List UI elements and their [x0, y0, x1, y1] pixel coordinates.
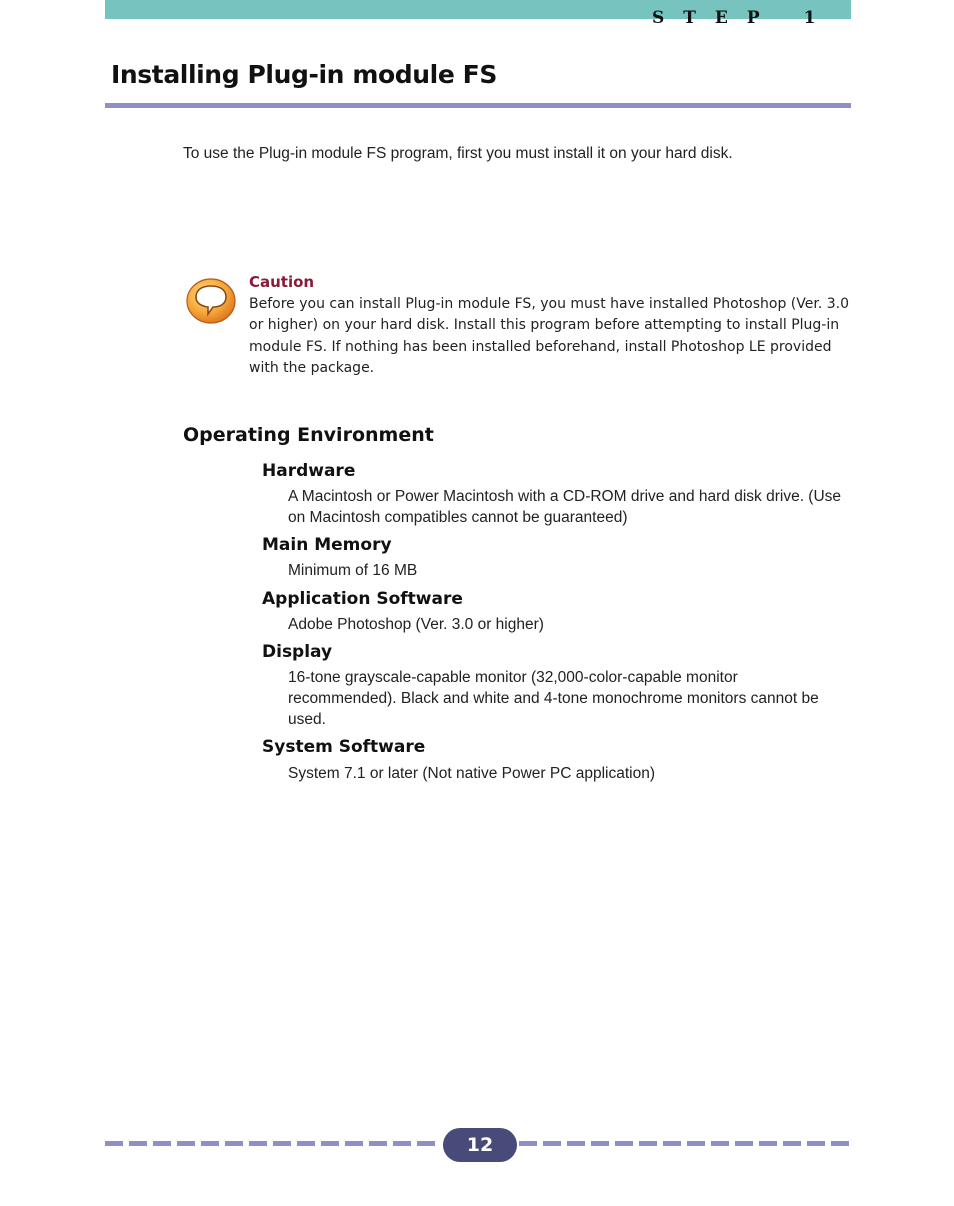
step-label: STEP 1 — [652, 8, 835, 28]
application-software-heading: Application Software — [262, 589, 463, 609]
application-software-text: Adobe Photoshop (Ver. 3.0 or higher) — [288, 616, 544, 633]
display-text: 16-tone grayscale-capable monitor (32,000-color-capable monitor recommended). Black and white and 4-tone monochrome monitors cannot be used. — [288, 669, 819, 728]
main-memory-heading: Main Memory — [262, 535, 392, 555]
hardware-text: A Macintosh or Power Macintosh with a CD-ROM drive and hard disk drive. (Use on Macintosh compatibles cannot be guaranteed) — [288, 488, 842, 526]
operating-environment-heading: Operating Environment — [183, 424, 434, 446]
display-heading: Display — [262, 642, 333, 662]
caution-title: Caution — [249, 273, 315, 291]
hardware-heading: Hardware — [262, 461, 356, 481]
footer-dashed-rule-left — [105, 1141, 441, 1146]
intro-paragraph: To use the Plug-in module FS program, first you must install it on your hard disk. — [183, 145, 733, 162]
main-memory-text: Minimum of 16 MB — [288, 562, 418, 579]
page-title: Installing Plug-in module FS — [111, 60, 497, 89]
caution-text: Before you can install Plug-in module FS, you must have installed Photoshop (Ver. 3.0 or higher) on your hard disk. Install this program before attempting to install Plug-in module FS. If nothing has been installed beforehand, install Photoshop LE provided with the package. — [249, 296, 849, 376]
title-underline — [105, 103, 851, 108]
page-number-badge: 12 — [443, 1128, 517, 1162]
footer-dashed-rule-right — [519, 1141, 851, 1146]
system-software-heading: System Software — [262, 737, 426, 757]
caution-speech-bubble-icon — [186, 278, 236, 324]
system-software-text: System 7.1 or later (Not native Power PC application) — [288, 765, 655, 782]
